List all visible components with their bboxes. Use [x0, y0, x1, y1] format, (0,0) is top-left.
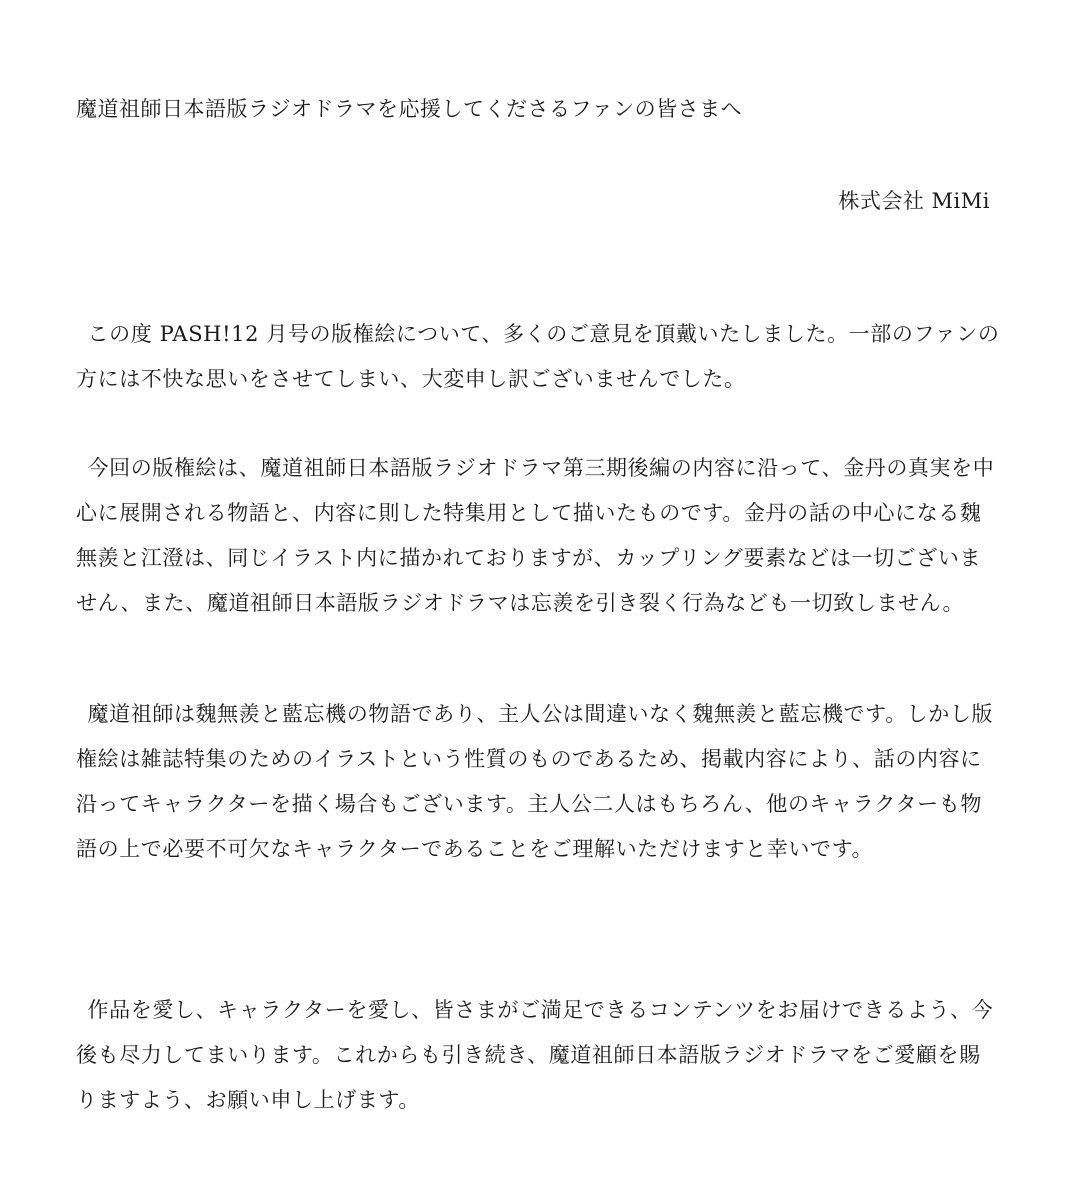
letter-paragraph-apology: この度 PASH!12 月号の版権絵について、多くのご意見を頂戴いたしました。一部のファンの方には不快な思いをさせてしまい、大変申し訳ございませんでした。: [76, 322, 1000, 391]
letter-salutation: 魔道祖師日本語版ラジオドラマを応援してくださるファンの皆さまへ: [76, 97, 743, 121]
letter-paragraph-protagonists: 魔道祖師は魏無羨と藍忘機の物語であり、主人公は間違いなく魏無羨と藍忘機です。しかし版権絵は雑誌特集のためのイラストという性質のものであるため、掲載内容により、話の内容に沿ってキャラクターを描く場合もございます。主人公二人はもちろん、他のキャラクターも物語の上で必要不可欠なキャラクターであることをご理解いただけますと幸いです。: [76, 702, 994, 861]
letter-paragraph-explanation: 今回の版権絵は、魔道祖師日本語版ラジオドラマ第三期後編の内容に沿って、金丹の真実を中心に展開される物語と、内容に則した特集用として描いたものです。金丹の話の中心になる魏無羨と江澄は、同じイラスト内に描かれておりますが、カップリング要素などは一切ございません、また、魔道祖師日本語版ラジオドラマは忘羨を引き裂く行為なども一切致しません。: [76, 456, 995, 615]
letter-sender: 株式会社 MiMi: [838, 189, 990, 213]
letter-paragraph-closing: 作品を愛し、キャラクターを愛し、皆さまがご満足できるコンテンツをお届けできるよう、今後も尽力してまいります。これからも引き続き、魔道祖師日本語版ラジオドラマをご愛顧を賜りますよう、お願い申し上げます。: [76, 998, 994, 1112]
